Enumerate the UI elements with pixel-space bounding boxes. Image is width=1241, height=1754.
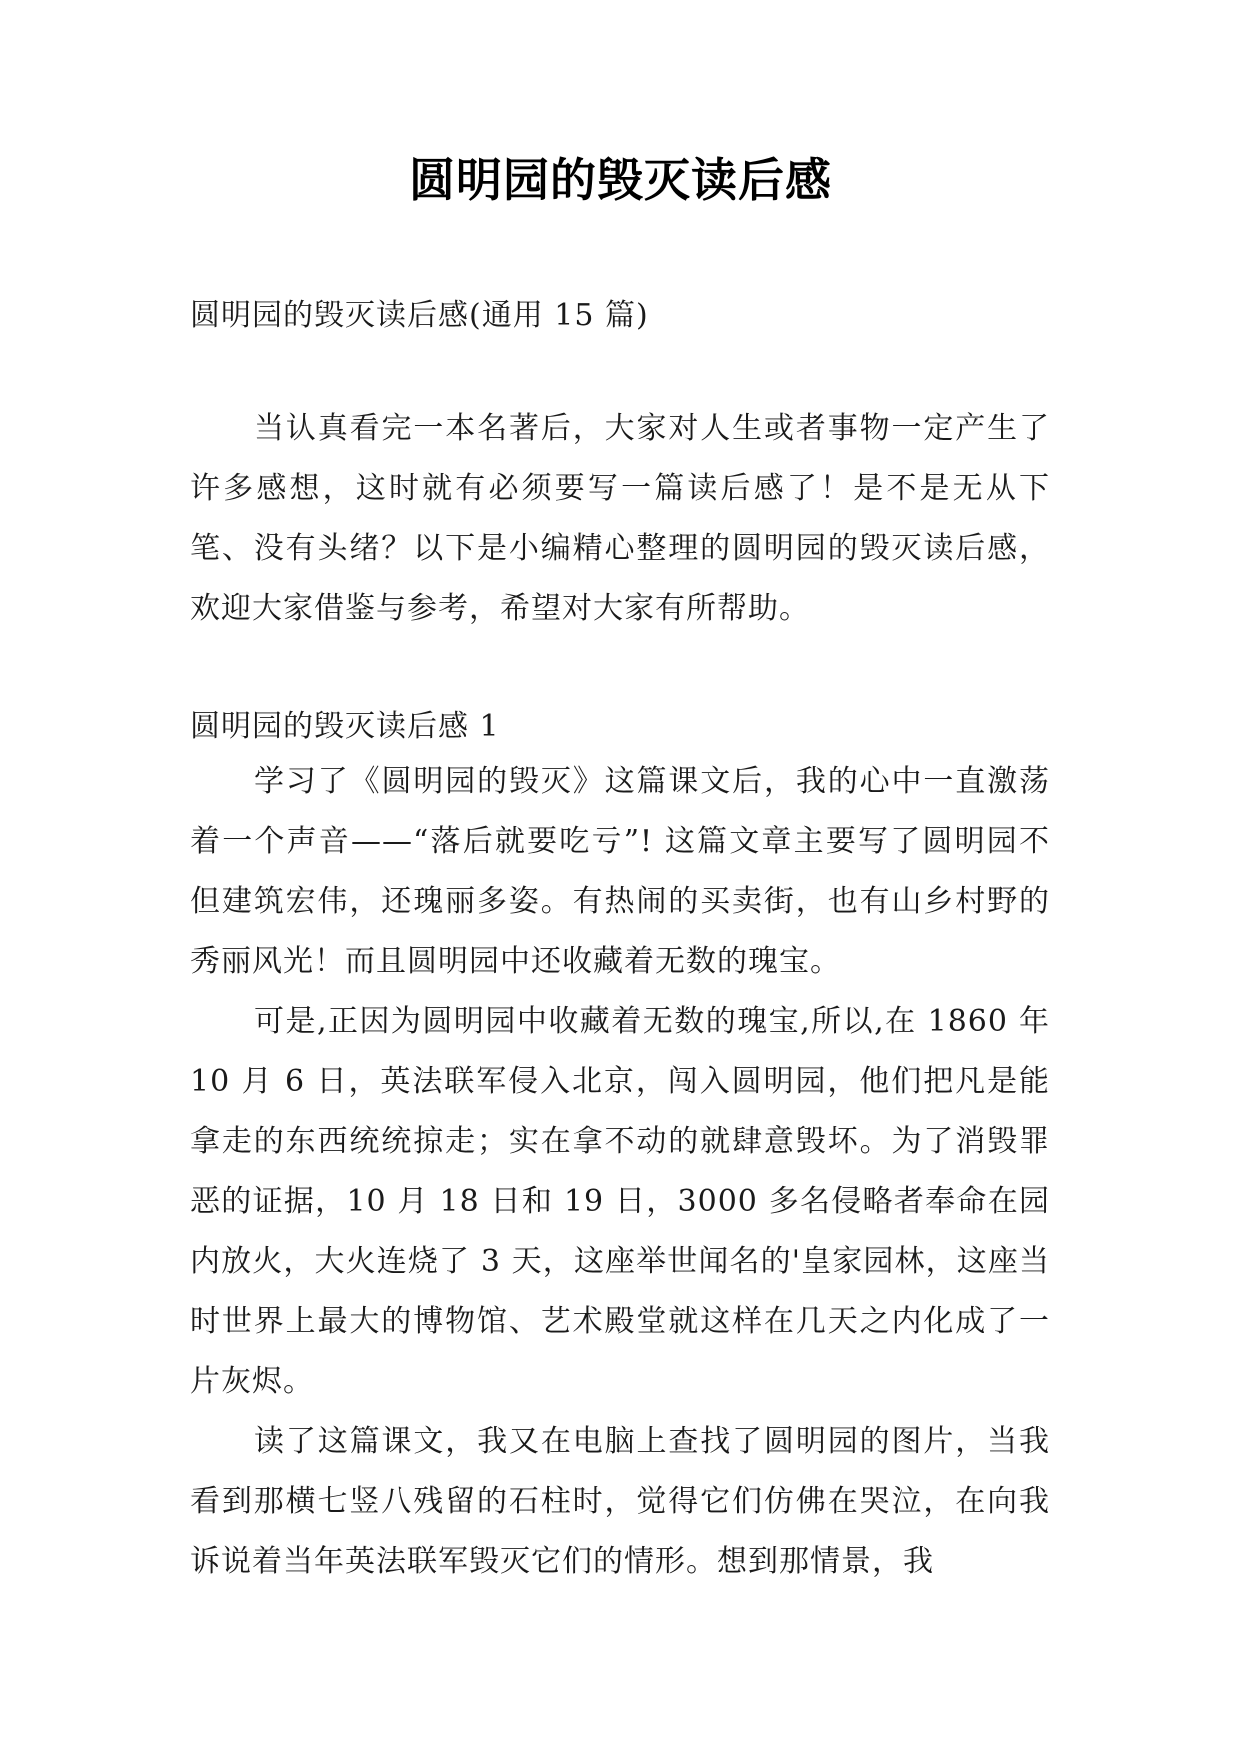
section-heading: 圆明园的毁灭读后感 1 xyxy=(190,709,500,744)
essay-body xyxy=(190,752,1050,1592)
essay-paragraph-1: 学习了《圆明园的毁灭》这篇课文后，我的心中一直激荡着一个声音——“落后就要吃亏”! 这篇文章主要写了圆明园不但建筑宏伟，还瑰丽多姿。有热闹的买卖街，也有山乡村野的秀丽风光！而且圆明园中还收藏着无数的瑰宝。 xyxy=(190,764,1050,979)
intro-paragraph-block xyxy=(190,399,1050,639)
document-subtitle xyxy=(190,286,1050,346)
essay-paragraph-2: 可是,正因为圆明园中收藏着无数的瑰宝,所以,在 1860 年 10 月 6 日，英法联军侵入北京，闯入圆明园，他们把凡是能拿走的东西统统掠走；实在拿不动的就肆意毁坏。为了消毁罪恶的证据，10 月 18 日和 19 日，3000 多名侵略者奉命在园内放火，大火连烧了 3 天，这座举世闻名的'皇家园林，这座当时世界上最大的博物馆、艺术殿堂就这样在几天之内化成了一片灰烬。 xyxy=(190,1004,1050,1399)
section-heading-block xyxy=(190,697,1050,757)
essay-paragraph-3: 读了这篇课文，我又在电脑上查找了圆明园的图片，当我看到那横七竖八残留的石柱时，觉得它们仿佛在哭泣，在向我诉说着当年英法联军毁灭它们的情形。想到那情景，我 xyxy=(190,1424,1050,1579)
subtitle-text: 圆明园的毁灭读后感(通用 15 篇) xyxy=(190,298,649,333)
intro-paragraph: 当认真看完一本名著后，大家对人生或者事物一定产生了许多感想，这时就有必须要写一篇读后感了！是不是无从下笔、没有头绪？以下是小编精心整理的圆明园的毁灭读后感，欢迎大家借鉴与参考，希望对大家有所帮助。 xyxy=(190,411,1050,626)
document-title: 圆明园的毁灭读后感 xyxy=(409,153,832,207)
